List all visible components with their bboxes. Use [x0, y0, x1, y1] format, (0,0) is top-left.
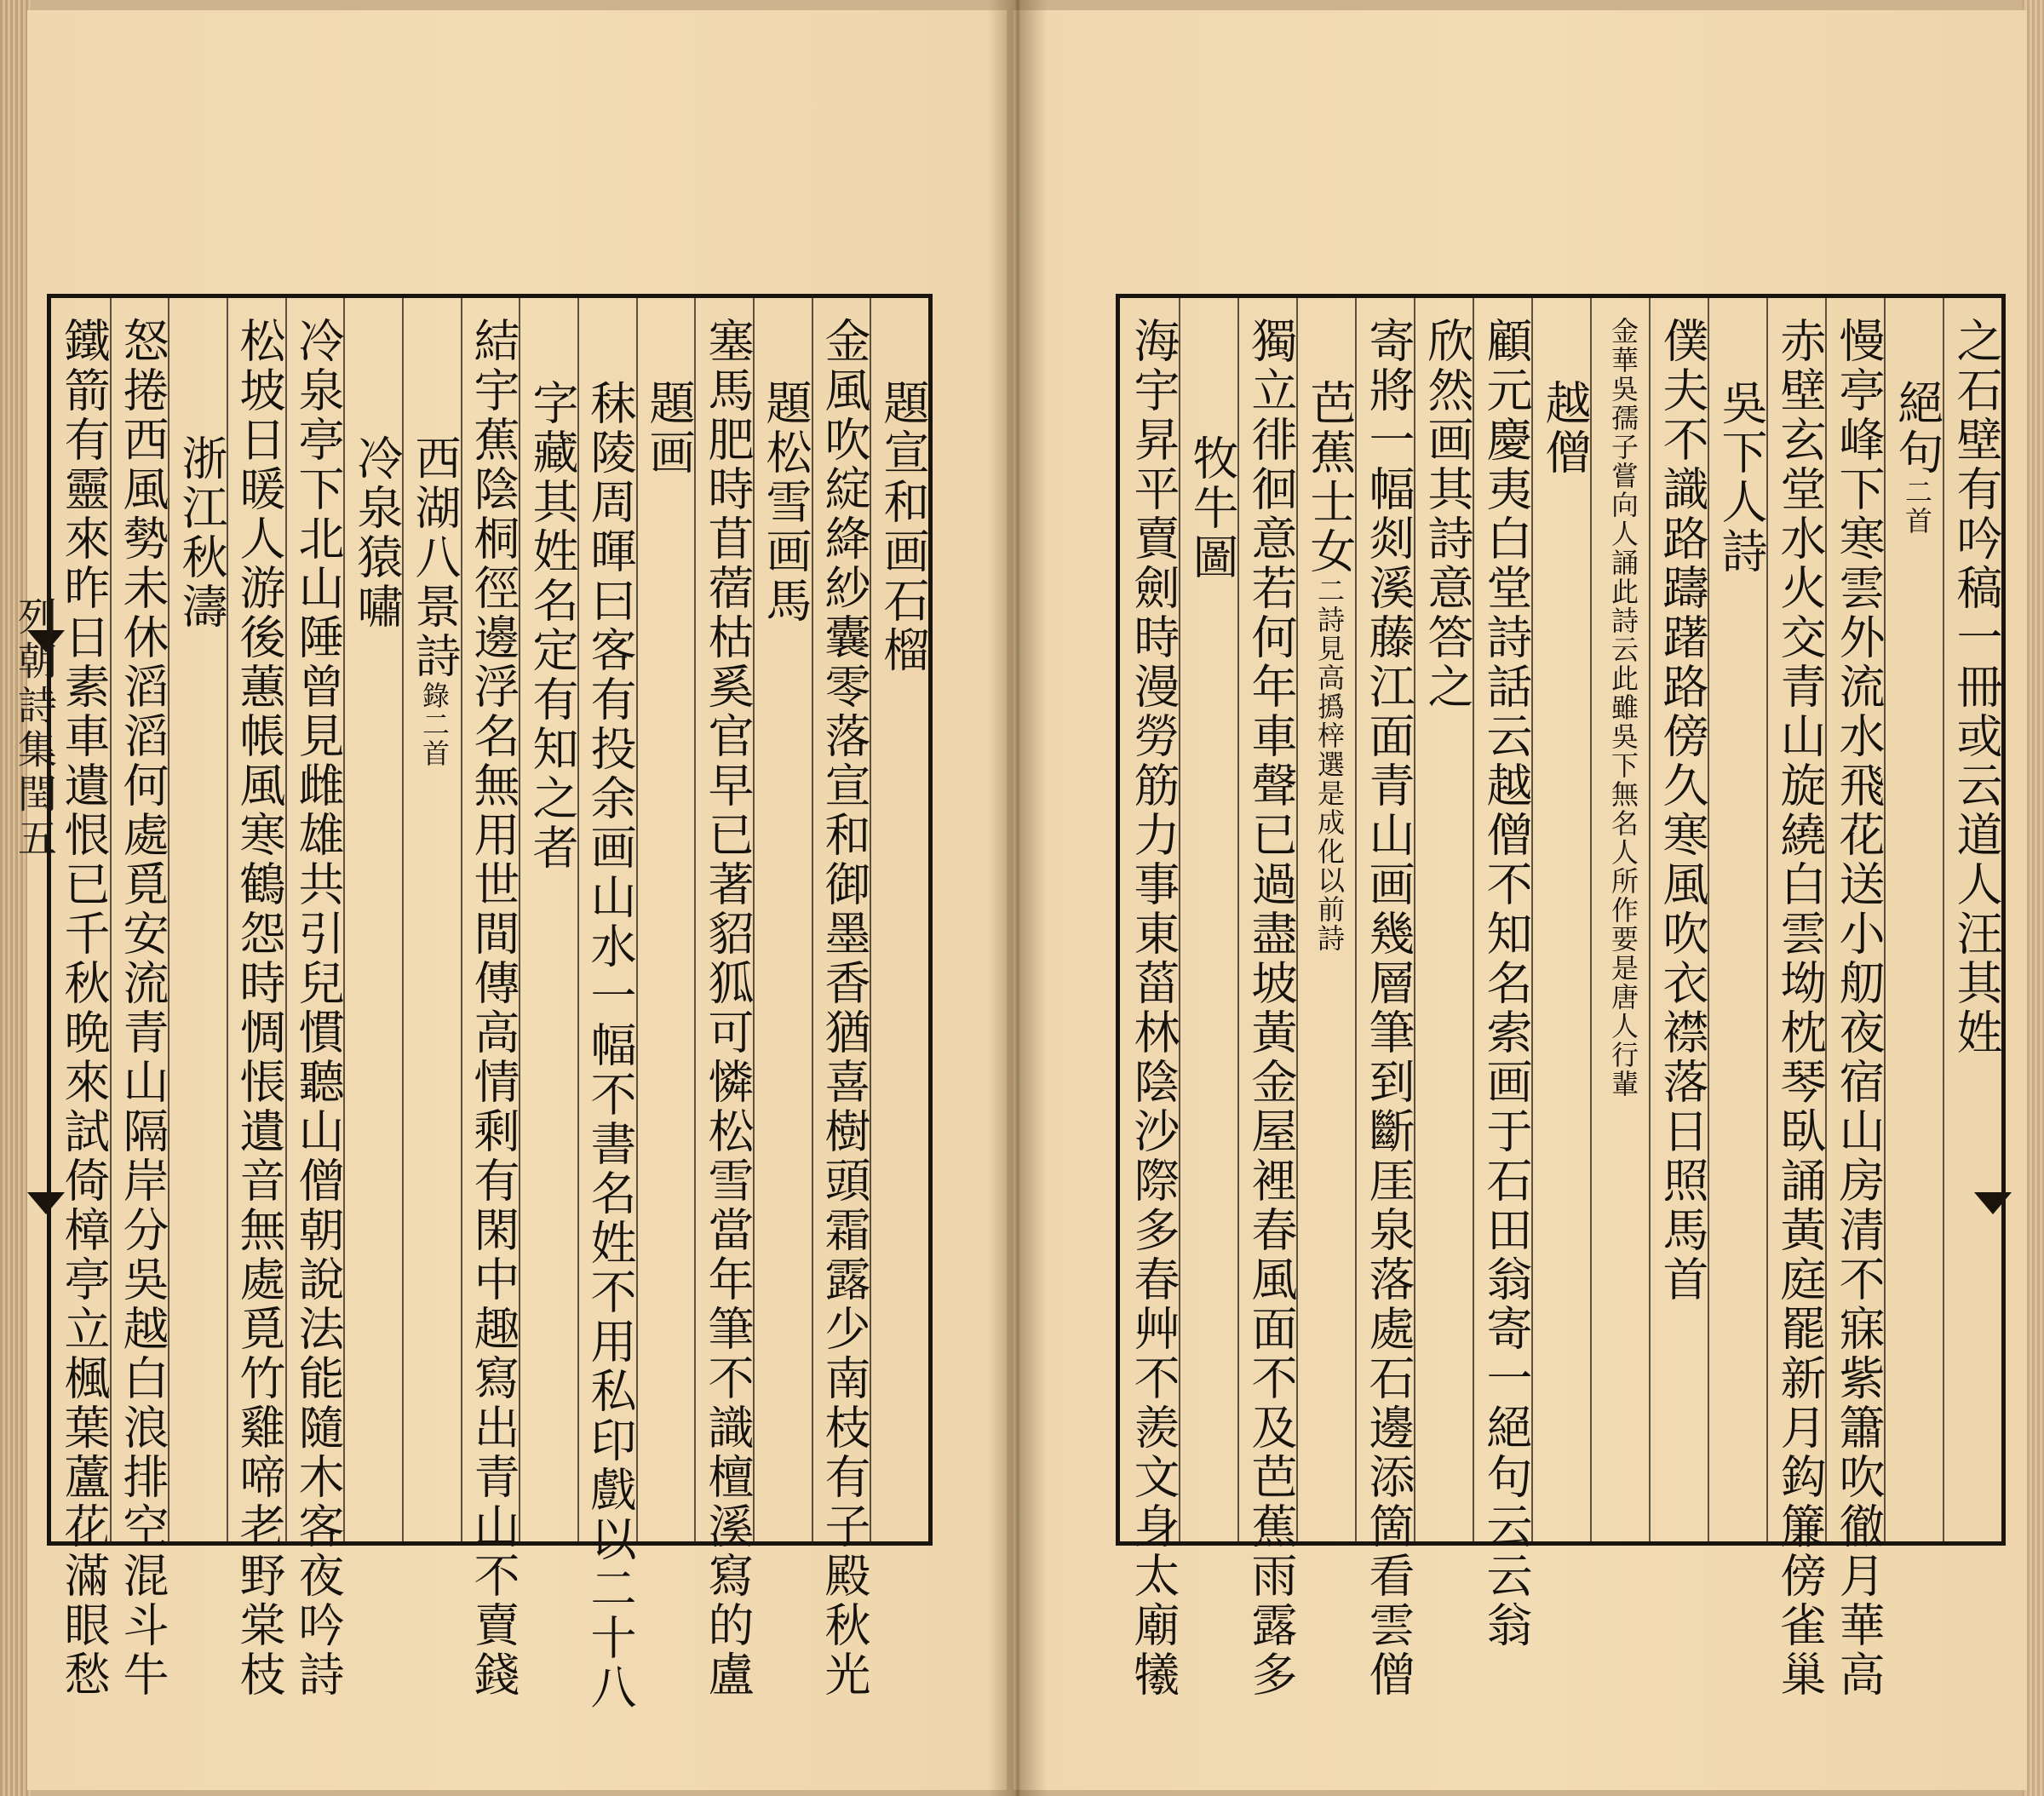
column-rule [1590, 298, 1592, 1541]
column-text: 寄將一幅剡溪藤江面青山画幾層筆到斷厓泉落處石邊添箇看雲僧 [1362, 317, 1415, 1700]
column-text: 慢亭峰下寒雲外流水飛花送小舠夜宿山房清不寐紫簫吹徹月華高 [1832, 317, 1886, 1700]
column-text: 塞馬肥時苜蓿枯奚官早已著貂狐可憐松雪當年筆不識檀溪寫的盧 [701, 317, 755, 1700]
text-column [1536, 379, 1593, 478]
text-column [172, 434, 230, 632]
text-column [1477, 317, 1535, 1650]
column-text: 赤壁玄堂水火交青山旋繞白雲坳枕琴臥誦黃庭罷新月鈎簾傍雀巢 [1773, 317, 1827, 1700]
column-text: 松坡日暖人游後蕙帳風寒鶴怨時惆悵遺音無處覓竹雞啼老野棠枝 [233, 317, 286, 1700]
text-column [815, 317, 873, 1700]
interlinear-note: 錄二首 [418, 681, 451, 768]
text-column [1242, 317, 1300, 1700]
column-text: 欣然画其詩意答之 [1421, 317, 1474, 712]
text-column [1771, 317, 1829, 1700]
text-column [874, 379, 932, 675]
column-text: 題松雪画馬 [759, 379, 812, 626]
column-text: 芭蕉士女 [1303, 379, 1357, 577]
column-text: 海宇昇平賣劍時漫勞筋力事東菑林陰沙際多春艸不羨文身太廟犧 [1127, 317, 1180, 1700]
column-text: 之石壁有吟稿一冊或云道人汪其姓 [1949, 317, 2003, 1058]
text-column [113, 317, 171, 1700]
right-text-frame [1116, 294, 2006, 1700]
column-text: 浙江秋濤 [175, 434, 228, 632]
text-column [581, 379, 639, 1713]
text-column [640, 379, 698, 478]
column-text: 鐵箭有靈來昨日素車遺恨已千秋晩來試倚樟亭立楓葉蘆花滿眼愁 [57, 317, 111, 1700]
column-text: 題画 [642, 379, 696, 478]
text-column [698, 317, 756, 1700]
column-text: 冷泉猿嘯 [350, 434, 404, 632]
text-column [289, 317, 347, 1700]
column-text: 題宣和画石榴 [876, 379, 930, 675]
column-text: 結宇蕉陰桐徑邊浮名無用世間傳高情剩有閑中趣寫出青山不賣錢 [467, 317, 520, 1700]
column-text: 秣陵周暉曰客有投余画山水一幅不書名姓不用私印戲以二十八 [583, 379, 637, 1713]
column-text: 吳下人詩 [1714, 379, 1768, 577]
text-column [1888, 379, 1946, 536]
column-text: 絕句 [1891, 379, 1944, 478]
text-column [1359, 317, 1417, 1700]
interlinear-note: 金華吳孺子嘗向人誦此詩云此雖吳下無名人所作要是唐人行輩 [1607, 317, 1639, 1099]
column-text: 冷泉亭下北山陲曾見雌雄共引兒慣聽山僧朝說法能隨木客夜吟詩 [291, 317, 345, 1700]
text-column [1712, 379, 1770, 577]
banxin-title: 列朝詩集閏五 [12, 596, 58, 862]
column-text: 顧元慶夷白堂詩話云越僧不知名索画于石田翁寄一絕句云云翁 [1479, 317, 1533, 1650]
left-text-frame [47, 294, 933, 1713]
column-text: 字藏其姓名定有知之者 [525, 379, 579, 873]
text-column [1829, 317, 1887, 1700]
column-text: 越僧 [1538, 379, 1592, 478]
text-column [230, 317, 288, 1700]
text-column [1418, 317, 1476, 712]
column-text: 僕夫不識路躊躇路傍久寒風吹衣襟落日照馬首 [1656, 317, 1709, 1305]
interlinear-note: 二詩見高撝梓選是成化以前詩 [1313, 577, 1346, 953]
text-column [55, 317, 112, 1700]
column-rule [694, 298, 696, 1541]
column-text: 西湖八景詩 [408, 434, 462, 681]
text-column [1594, 317, 1652, 1099]
text-column [523, 379, 581, 873]
text-column [1183, 434, 1241, 582]
book-gutter [988, 0, 1048, 1796]
column-text: 牧牛圖 [1186, 434, 1239, 582]
text-column [1300, 379, 1358, 953]
text-column [1124, 317, 1182, 1700]
column-text: 獨立徘徊意若何年車聲已過盡坡黃金屋裡春風面不及芭蕉雨露多 [1244, 317, 1298, 1700]
text-column [1947, 317, 2005, 1058]
text-column [464, 317, 522, 1700]
text-column [1653, 317, 1711, 1305]
text-column [405, 434, 463, 768]
interlinear-note: 二首 [1901, 478, 1933, 536]
text-column [347, 434, 405, 632]
text-column [756, 379, 814, 626]
column-text: 金風吹綻絳紗囊零落宣和御墨香猶喜樹頭霜露少南枝有子殿秋光 [818, 317, 871, 1700]
column-text: 怒捲西風勢未休滔滔何處覓安流青山隔岸分吳越白浪排空混斗牛 [116, 317, 169, 1700]
